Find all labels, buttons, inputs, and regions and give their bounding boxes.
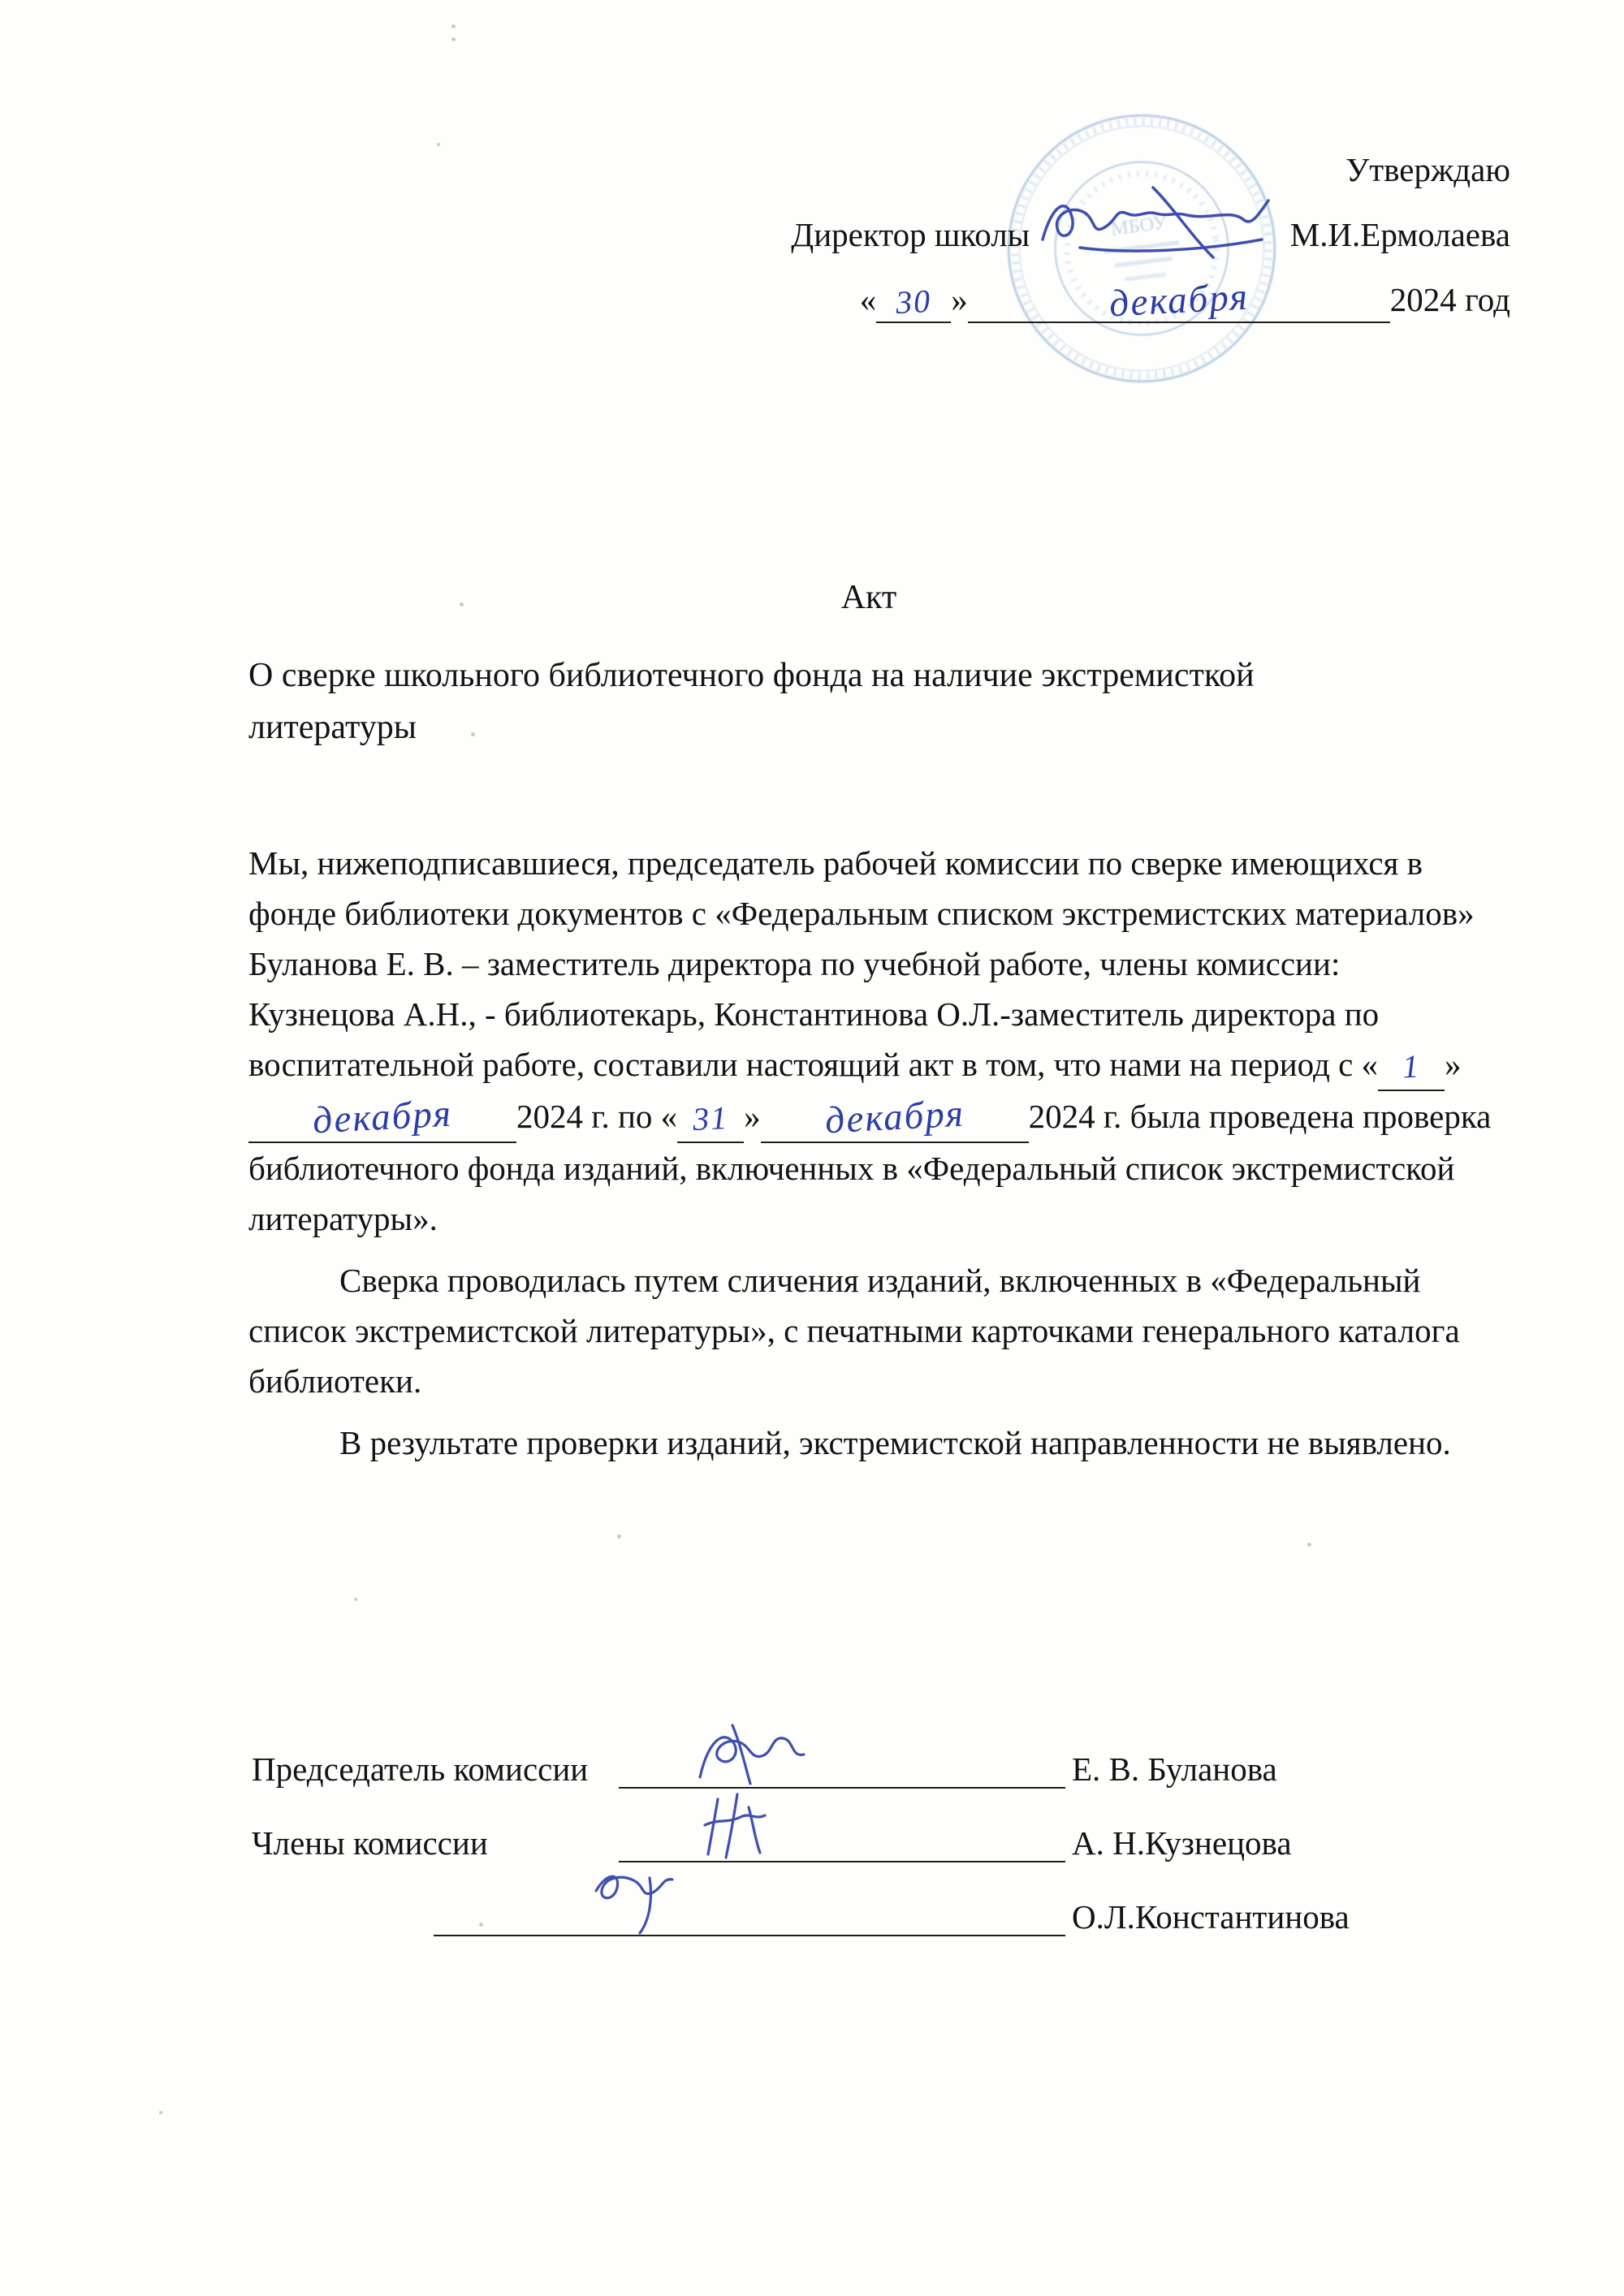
from-month-handwritten: декабря bbox=[311, 1092, 454, 1142]
from-day-field bbox=[1378, 1039, 1445, 1091]
paragraph-1 bbox=[248, 838, 1494, 1244]
scan-speck bbox=[354, 1598, 357, 1601]
scan-speck bbox=[159, 2111, 162, 2114]
stamp-center-text: МБОУ bbox=[1109, 211, 1168, 240]
doc-title: Акт bbox=[840, 579, 897, 616]
director-line bbox=[791, 213, 1510, 257]
signature-name: Е. В. Буланова bbox=[1072, 1750, 1277, 1788]
quote-close: » bbox=[1445, 1046, 1462, 1083]
approval-date-line bbox=[791, 275, 1510, 326]
signature-row-chair bbox=[252, 1715, 1583, 1789]
signature-block bbox=[252, 1715, 1583, 1936]
to-day-handwritten: 31 bbox=[692, 1098, 730, 1138]
quote-open: « bbox=[859, 281, 877, 318]
scan-speck bbox=[617, 1534, 621, 1539]
doc-body bbox=[248, 838, 1494, 1468]
signature-row-member-1 bbox=[252, 1789, 1583, 1862]
signature-line bbox=[434, 1897, 1065, 1936]
paragraph-2: Сверка проводилась путем сличения изданий, включенных в «Федеральный список экстремистской литературы», с печатными карточками генерального каталога библиотеки. bbox=[248, 1262, 1460, 1400]
quote-close: » bbox=[951, 281, 968, 318]
scan-speck bbox=[451, 24, 456, 28]
scan-speck bbox=[451, 37, 456, 41]
dates-mid-text: 2024 г. по bbox=[516, 1098, 653, 1135]
director-label: Директор школы bbox=[791, 216, 1030, 253]
signature-label: Председатель комиссии bbox=[252, 1750, 589, 1788]
signature-ink-konstantinova bbox=[572, 1849, 767, 1946]
quote-open: « bbox=[660, 1098, 678, 1135]
approval-month-handwritten: декабря bbox=[1108, 275, 1250, 326]
from-day-handwritten: 1 bbox=[1401, 1047, 1422, 1085]
to-month-field bbox=[761, 1091, 1029, 1143]
approval-block bbox=[791, 148, 1510, 344]
signature-name: О.Л.Константинова bbox=[1072, 1898, 1350, 1936]
quote-open: « bbox=[1361, 1046, 1379, 1083]
paragraph-1-after-dates: 2024 г. была проведена проверка библиотечного фонда изданий, включенных в «Федеральный список экстремистской литературы». bbox=[248, 1098, 1492, 1237]
signature-name: А. Н.Кузнецова bbox=[1072, 1824, 1292, 1862]
director-name: М.И.Ермолаева bbox=[1289, 216, 1510, 253]
doc-subtitle: О сверке школьного библиотечного фонда на наличие экстремисткой литературы bbox=[248, 657, 1255, 746]
scan-speck bbox=[437, 143, 440, 146]
approval-day-handwritten: 30 bbox=[895, 282, 933, 322]
from-month-field bbox=[248, 1091, 516, 1143]
paragraph-1-text: Мы, нижеподписавшиеся, председатель рабочей комиссии по сверке имеющихся в фонде библиотеки документов с «Федеральным списком экстремистских материалов» Буланова Е. В. – заместитель директора по учебной работе, члены комиссии: Кузнецова А.Н., - библиотекарь, Константинова О.Л.-заместитель директора по воспитательной работе, составили настоящий акт в том, что нами на период с bbox=[248, 844, 1475, 1083]
to-day-field bbox=[677, 1091, 744, 1143]
to-month-handwritten: декабря bbox=[823, 1092, 965, 1142]
quote-close: » bbox=[744, 1098, 761, 1135]
paragraph-3: В результате проверки изданий, экстремистской направленности не выявлено. bbox=[339, 1424, 1451, 1461]
approval-day-field bbox=[876, 278, 951, 323]
director-signature-ink bbox=[1031, 176, 1291, 274]
scan-speck bbox=[1307, 1543, 1311, 1547]
signature-row-member-2 bbox=[252, 1862, 1583, 1936]
approve-label: Утверждаю bbox=[1345, 151, 1510, 188]
approval-year: 2024 год bbox=[1389, 281, 1510, 318]
director-signature bbox=[1038, 240, 1281, 246]
signature-label: Члены комиссии bbox=[252, 1824, 488, 1862]
approval-month-field bbox=[968, 275, 1390, 326]
